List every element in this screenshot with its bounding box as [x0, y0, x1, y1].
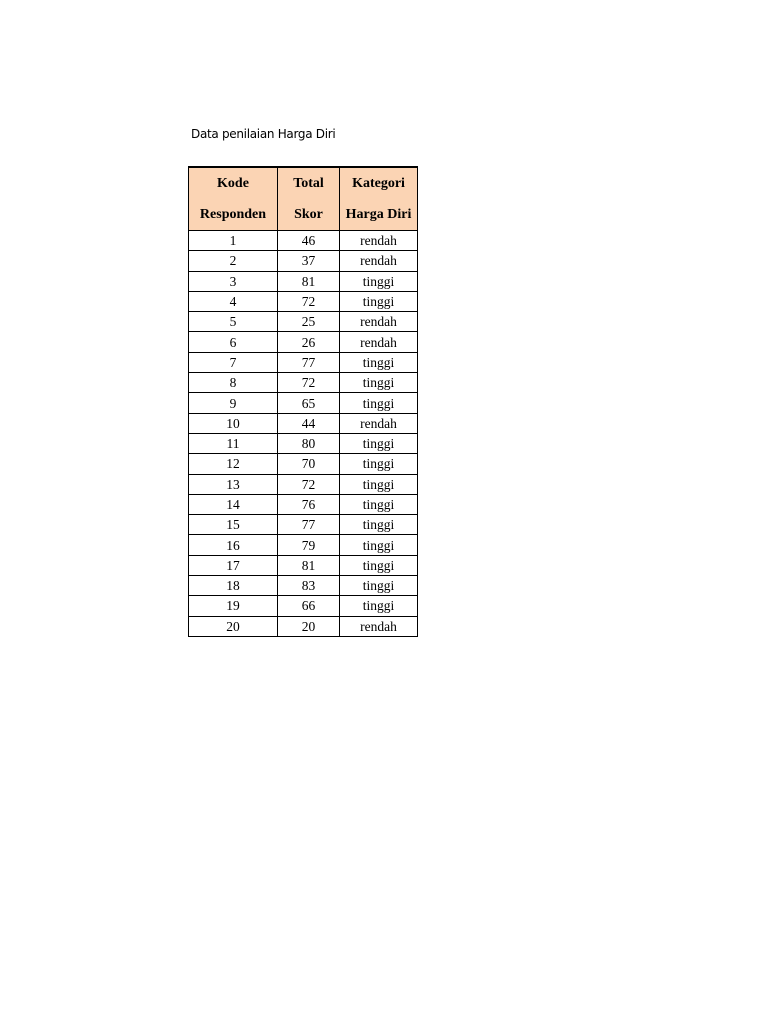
cell-skor: 79 [278, 535, 340, 555]
cell-kategori: rendah [340, 312, 418, 332]
table-row [189, 413, 418, 433]
cell-skor: 81 [278, 271, 340, 291]
cell-kode: 1 [189, 231, 278, 251]
table-row [189, 454, 418, 474]
cell-kode: 12 [189, 454, 278, 474]
cell-skor: 66 [278, 596, 340, 616]
header-line: Skor [294, 207, 323, 222]
table-body [189, 231, 418, 637]
cell-kategori: rendah [340, 616, 418, 636]
table-header [189, 167, 418, 231]
cell-kode: 13 [189, 474, 278, 494]
table-row [189, 393, 418, 413]
cell-kode: 11 [189, 433, 278, 453]
table-caption: Data penilaian Harga Diri [191, 127, 336, 141]
cell-kode: 2 [189, 251, 278, 271]
table-row [189, 596, 418, 616]
cell-kategori: rendah [340, 231, 418, 251]
cell-skor: 83 [278, 576, 340, 596]
cell-kategori: tinggi [340, 291, 418, 311]
harga-diri-table [188, 166, 418, 637]
cell-skor: 20 [278, 616, 340, 636]
cell-kategori: tinggi [340, 433, 418, 453]
header-line: Kategori [352, 176, 405, 191]
table-row [189, 515, 418, 535]
cell-kategori: tinggi [340, 515, 418, 535]
cell-kode: 6 [189, 332, 278, 352]
cell-kode: 5 [189, 312, 278, 332]
cell-skor: 72 [278, 474, 340, 494]
cell-kode: 4 [189, 291, 278, 311]
table-row [189, 535, 418, 555]
cell-kode: 9 [189, 393, 278, 413]
table-row [189, 251, 418, 271]
table-row [189, 494, 418, 514]
cell-kategori: tinggi [340, 494, 418, 514]
header-kategori-harga-diri [340, 167, 418, 231]
cell-kategori: tinggi [340, 474, 418, 494]
table-row [189, 352, 418, 372]
cell-skor: 25 [278, 312, 340, 332]
cell-skor: 70 [278, 454, 340, 474]
table-row [189, 555, 418, 575]
cell-kode: 8 [189, 373, 278, 393]
cell-skor: 77 [278, 515, 340, 535]
cell-kategori: tinggi [340, 454, 418, 474]
cell-skor: 80 [278, 433, 340, 453]
header-row [189, 167, 418, 231]
table-row [189, 312, 418, 332]
cell-kategori: rendah [340, 413, 418, 433]
cell-kode: 17 [189, 555, 278, 575]
table-row [189, 616, 418, 636]
header-line: Kode [217, 176, 249, 191]
cell-skor: 26 [278, 332, 340, 352]
cell-kode: 14 [189, 494, 278, 514]
cell-kategori: tinggi [340, 576, 418, 596]
header-line: Harga Diri [345, 207, 412, 222]
table-row [189, 474, 418, 494]
table-row [189, 291, 418, 311]
cell-kode: 16 [189, 535, 278, 555]
cell-kategori: tinggi [340, 596, 418, 616]
cell-kategori: tinggi [340, 535, 418, 555]
table-row [189, 271, 418, 291]
header-total-skor [278, 167, 340, 231]
header-kode-responden [189, 167, 278, 231]
cell-skor: 81 [278, 555, 340, 575]
cell-skor: 72 [278, 291, 340, 311]
table-row [189, 373, 418, 393]
table-row [189, 576, 418, 596]
cell-kode: 7 [189, 352, 278, 372]
cell-skor: 77 [278, 352, 340, 372]
table-row [189, 332, 418, 352]
cell-kode: 18 [189, 576, 278, 596]
cell-skor: 46 [278, 231, 340, 251]
cell-kategori: tinggi [340, 271, 418, 291]
cell-kategori: tinggi [340, 555, 418, 575]
cell-kategori: rendah [340, 251, 418, 271]
cell-skor: 37 [278, 251, 340, 271]
header-line: Total [293, 176, 324, 191]
cell-kategori: rendah [340, 332, 418, 352]
table-row [189, 231, 418, 251]
cell-kategori: tinggi [340, 352, 418, 372]
cell-kode: 3 [189, 271, 278, 291]
cell-kode: 10 [189, 413, 278, 433]
table-row [189, 433, 418, 453]
cell-kategori: tinggi [340, 373, 418, 393]
header-line: Responden [199, 207, 267, 222]
cell-skor: 44 [278, 413, 340, 433]
cell-skor: 72 [278, 373, 340, 393]
cell-skor: 76 [278, 494, 340, 514]
cell-kode: 19 [189, 596, 278, 616]
cell-skor: 65 [278, 393, 340, 413]
cell-kode: 20 [189, 616, 278, 636]
cell-kategori: tinggi [340, 393, 418, 413]
cell-kode: 15 [189, 515, 278, 535]
